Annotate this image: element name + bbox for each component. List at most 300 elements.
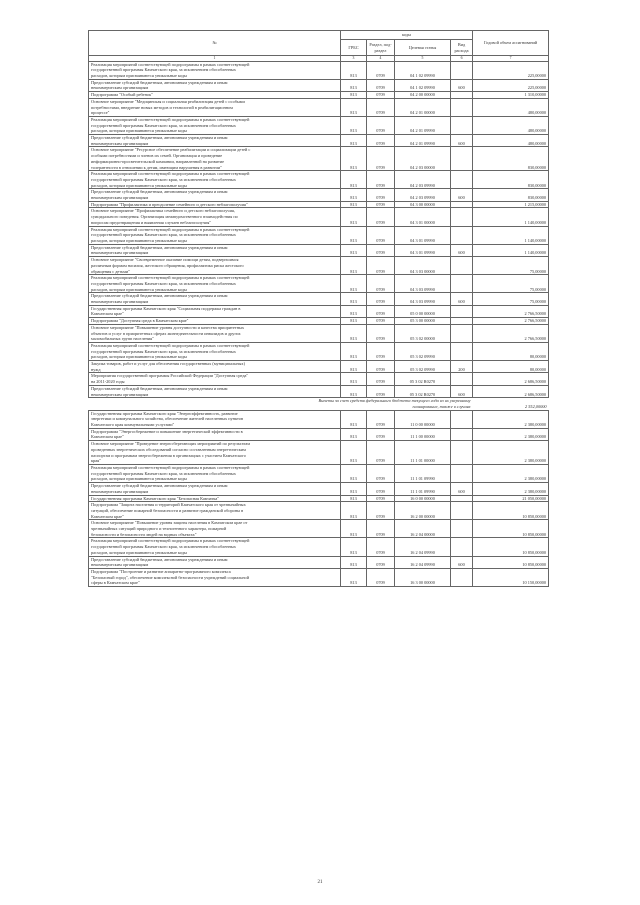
table-row <box>89 61 549 79</box>
table-row <box>89 568 549 586</box>
table-row <box>89 556 549 568</box>
column-index: 4 <box>367 56 395 62</box>
cell-razdel: 0709 <box>367 318 395 325</box>
description-line: толерантности в отношении к детям, имеющим нарушения в развитии" <box>91 164 222 170</box>
cell-grbs: 813 <box>341 226 367 244</box>
row-description <box>89 465 341 483</box>
cell-expense-type: 600 <box>451 385 473 397</box>
cell-razdel: 0709 <box>367 428 395 440</box>
cell-grbs: 813 <box>341 61 367 79</box>
cell-razdel: 0709 <box>367 342 395 360</box>
description-line: некоммерческим организациям <box>91 562 149 568</box>
cell-expense-type: 600 <box>451 189 473 201</box>
row-description <box>89 361 341 373</box>
description-line: Реализация мероприятий соответствующей подпрограммы в рамках соответствующей <box>91 275 250 281</box>
cell-expense-type: 600 <box>451 79 473 91</box>
cell-annual-volume: 2 380,00000 <box>473 441 549 465</box>
table-row <box>89 483 549 495</box>
header-annual-volume: Годовой объем ассигнований <box>473 31 549 56</box>
row-description <box>89 342 341 360</box>
cell-grbs: 813 <box>341 342 367 360</box>
header-number: № <box>89 31 341 56</box>
note-row <box>89 398 549 410</box>
cell-razdel: 0709 <box>367 189 395 201</box>
description-line: особыми потребностями и членов их семей. Организация и проведение <box>91 153 223 159</box>
cell-razdel: 0709 <box>367 135 395 147</box>
cell-expense-type <box>451 98 473 116</box>
cell-expense-type <box>451 324 473 342</box>
column-index: 7 <box>473 56 549 62</box>
description-line: вопросам предотвращения и выявления случаев неблагополучия" <box>91 219 212 225</box>
cell-expense-type <box>451 538 473 556</box>
description-line: Государственная программа Камчатского края "Энергоэффективность, развитие <box>91 410 238 416</box>
description-line: расходов, которым присваиваются уникальные коды <box>91 182 187 188</box>
cell-grbs: 813 <box>341 116 367 134</box>
table-row <box>89 373 549 385</box>
description-line: Камчатском крае" <box>91 434 124 440</box>
cell-annual-volume: 10 150,00000 <box>473 568 549 586</box>
description-line: государственной программы Камчатского края, за исключением обособленных <box>91 176 236 182</box>
description-line: "Безопасный город", обеспечение комплексной безопасности учреждений социальной <box>91 574 249 580</box>
cell-expense-type <box>451 171 473 189</box>
description-line: некоммерческим организациям <box>91 299 149 305</box>
cell-razdel: 0709 <box>367 410 395 428</box>
cell-grbs: 813 <box>341 428 367 440</box>
description-line: некоммерческим организациям <box>91 250 149 256</box>
cell-expense-type <box>451 495 473 502</box>
description-line: некоммерческим организациям <box>91 140 149 146</box>
cell-expense-type <box>451 568 473 586</box>
cell-razdel: 0709 <box>367 520 395 538</box>
table-row <box>89 201 549 208</box>
table-row <box>89 275 549 293</box>
cell-target-article: 04 3 03 00000 <box>395 257 451 275</box>
description-line: государственной программы Камчатского края, за исключением обособленных <box>91 122 236 128</box>
description-line: расходов, которым присваиваются уникальные коды <box>91 354 187 360</box>
description-line: объектов и услуг в приоритетных сферах жизнедеятельности инвалидов и других <box>91 330 241 336</box>
description-line: некоммерческим организациям <box>91 391 149 397</box>
cell-razdel: 0709 <box>367 61 395 79</box>
description-line: информационно-просветительской кампании, направленной на развитие <box>91 158 225 164</box>
cell-grbs: 813 <box>341 502 367 520</box>
cell-target-article: 04 2 03 00000 <box>395 147 451 171</box>
cell-annual-volume: 1 310,00000 <box>473 92 549 99</box>
cell-grbs: 813 <box>341 189 367 201</box>
cell-razdel: 0709 <box>367 257 395 275</box>
cell-razdel: 0709 <box>367 556 395 568</box>
description-line: безопасности и безопасности людей на водных объектах" <box>91 531 197 537</box>
cell-target-article: 11 1 01 09990 <box>395 483 451 495</box>
cell-razdel: 0709 <box>367 465 395 483</box>
description-line: Предоставление субсидий бюджетным, автономным учреждениям и иным <box>91 556 228 562</box>
row-description <box>89 61 341 79</box>
description-line: Основное мероприятие "Повышение уровня защиты населения в Камчатском крае от <box>91 520 248 526</box>
table-row <box>89 318 549 325</box>
row-description <box>89 293 341 305</box>
cell-annual-volume: 830,00000 <box>473 147 549 171</box>
cell-grbs: 813 <box>341 171 367 189</box>
row-description <box>89 318 341 325</box>
row-description <box>89 556 341 568</box>
description-line: Подпрограмма "Защита населения и территорий Камчатского края от чрезвычайных <box>91 502 246 508</box>
page-number: 21 <box>317 880 323 885</box>
cell-target-article: 04 3 03 09990 <box>395 293 451 305</box>
description-line: Основное мероприятие "Проведение энергосберегающих мероприятий по результатам <box>91 441 250 447</box>
table-row <box>89 226 549 244</box>
description-line: различным формам насилия, жестокого обращения, профилактика риска жестокого <box>91 262 244 268</box>
cell-target-article: 04 3 01 09990 <box>395 226 451 244</box>
cell-target-article: 16 0 00 00000 <box>395 495 451 502</box>
cell-annual-volume: 830,00000 <box>473 189 549 201</box>
description-line: на 2011-2020 годы <box>91 379 125 385</box>
cell-grbs: 813 <box>341 135 367 147</box>
cell-expense-type <box>451 226 473 244</box>
cell-expense-type <box>451 410 473 428</box>
description-line: обращения с детьми" <box>91 268 130 274</box>
cell-razdel: 0709 <box>367 201 395 208</box>
cell-annual-volume: 2 686,50000 <box>473 373 549 385</box>
column-index: 1 <box>89 56 341 62</box>
table-row <box>89 520 549 538</box>
cell-expense-type <box>451 275 473 293</box>
cell-target-article: 16 2 00 00000 <box>395 502 451 520</box>
table-row <box>89 428 549 440</box>
cell-annual-volume: 830,00000 <box>473 171 549 189</box>
description-line: Предоставление субсидий бюджетным, автономным учреждениям и иным <box>91 483 228 489</box>
cell-expense-type <box>451 61 473 79</box>
description-line: расходов, которым присваиваются уникальные коды <box>91 549 187 555</box>
description-line: государственной программы Камчатского края, за исключением обособленных <box>91 544 236 550</box>
cell-expense-type <box>451 116 473 134</box>
row-description <box>89 171 341 189</box>
cell-grbs: 813 <box>341 98 367 116</box>
description-line: некоммерческим организациям <box>91 85 149 91</box>
table-row <box>89 361 549 373</box>
cell-razdel: 0709 <box>367 441 395 465</box>
description-line: чрезвычайных ситуаций природного и техногенного характера, пожарной <box>91 526 227 532</box>
row-description <box>89 428 341 440</box>
table-row <box>89 324 549 342</box>
cell-grbs: 813 <box>341 520 367 538</box>
row-description <box>89 226 341 244</box>
cell-grbs: 813 <box>341 495 367 502</box>
description-line: нужд <box>91 366 101 372</box>
header-grbs: ГРБС <box>341 40 367 56</box>
header-codes: коды <box>341 31 473 40</box>
table-row <box>89 495 549 502</box>
description-line: государственной программы Камчатского края, за исключением обособленных <box>91 470 236 476</box>
cell-expense-type <box>451 201 473 208</box>
description-line: Государственная программа Камчатского края "Безопасная Камчатка" <box>91 495 220 501</box>
cell-grbs: 813 <box>341 568 367 586</box>
cell-target-article: 04 2 01 09990 <box>395 135 451 147</box>
cell-expense-type: 600 <box>451 483 473 495</box>
row-description <box>89 79 341 91</box>
description-line: Основное мероприятие "Профилактика семейного и детского неблагополучия, <box>91 208 235 214</box>
description-line: Основное мероприятие "Медицинская и социальная реабилитация детей с особыми <box>91 98 245 104</box>
cell-grbs: 813 <box>341 147 367 171</box>
header-razdel: Раздел, под-раздел <box>367 40 395 56</box>
cell-grbs: 813 <box>341 361 367 373</box>
cell-expense-type <box>451 92 473 99</box>
description-line: расходов, которым присваиваются уникальные коды <box>91 73 187 78</box>
table-row <box>89 92 549 99</box>
table-row <box>89 135 549 147</box>
cell-grbs: 813 <box>341 324 367 342</box>
header-expense-type: Вид расхода <box>451 40 473 56</box>
note-line: планирование, также в случаях <box>412 403 471 409</box>
cell-grbs: 813 <box>341 293 367 305</box>
cell-razdel: 0709 <box>367 483 395 495</box>
cell-expense-type <box>451 147 473 171</box>
cell-razdel: 0709 <box>367 147 395 171</box>
description-line: Подпрограмма "Построение и развитие аппаратно-программного комплекса <box>91 568 231 574</box>
cell-grbs: 813 <box>341 208 367 226</box>
table-row <box>89 79 549 91</box>
cell-annual-volume: 2 380,00000 <box>473 465 549 483</box>
description-line: государственной программы Камчатского края, за исключением обособленных <box>91 348 236 354</box>
cell-razdel: 0709 <box>367 502 395 520</box>
cell-annual-volume: 480,00000 <box>473 116 549 134</box>
table-row <box>89 147 549 171</box>
row-description <box>89 441 341 465</box>
cell-annual-volume: 75,00000 <box>473 293 549 305</box>
cell-annual-volume: 1 215,00000 <box>473 201 549 208</box>
description-line: Закупка товаров, работ и услуг для обеспечения государственных (муниципальных) <box>91 361 245 367</box>
description-line: Реализация мероприятий соответствующей подпрограммы в рамках соответствующей <box>91 116 250 122</box>
note-line: Вычеты за счет средств федерального бюджета текущего года из их уверенному <box>318 398 471 404</box>
row-description <box>89 305 341 317</box>
cell-target-article: 05 0 00 00000 <box>395 305 451 317</box>
cell-grbs: 813 <box>341 465 367 483</box>
cell-annual-volume: 75,00000 <box>473 257 549 275</box>
cell-expense-type <box>451 502 473 520</box>
description-line: паспортам и программам энергосбережения в организациях с участием Камчатского <box>91 452 246 458</box>
description-line: маломобильных групп населения" <box>91 336 154 342</box>
cell-grbs: 813 <box>341 556 367 568</box>
description-line: Реализация мероприятий соответствующей подпрограммы в рамках соответствующей <box>91 538 250 544</box>
note-text <box>89 398 473 410</box>
description-line: края" <box>91 458 101 464</box>
description-line: Предоставление субсидий бюджетным, автономным учреждениям и иным <box>91 385 228 391</box>
cell-target-article: 16 2 04 00000 <box>395 520 451 538</box>
cell-annual-volume: 10 850,00000 <box>473 556 549 568</box>
table-row <box>89 538 549 556</box>
row-description <box>89 208 341 226</box>
table-row <box>89 171 549 189</box>
cell-target-article: 11 1 01 00000 <box>395 441 451 465</box>
table-header <box>89 31 549 62</box>
cell-grbs: 813 <box>341 373 367 385</box>
row-description <box>89 275 341 293</box>
description-line: государственной программы Камчатского края, за исключением обособленных <box>91 67 236 73</box>
cell-annual-volume: 10 850,00000 <box>473 538 549 556</box>
cell-razdel: 0709 <box>367 293 395 305</box>
cell-razdel: 0709 <box>367 92 395 99</box>
cell-expense-type: 600 <box>451 293 473 305</box>
row-description <box>89 201 341 208</box>
table-row <box>89 257 549 275</box>
cell-annual-volume: 480,00000 <box>473 135 549 147</box>
cell-annual-volume: 2 766,50000 <box>473 318 549 325</box>
table-row <box>89 502 549 520</box>
cell-annual-volume: 21 050,00000 <box>473 495 549 502</box>
cell-target-article: 04 2 03 09990 <box>395 189 451 201</box>
note-sum: 2 552,00000 <box>525 403 547 409</box>
table-row <box>89 305 549 317</box>
description-line: Мероприятия государственной программы Российской Федерации "Доступная среда" <box>91 373 249 379</box>
cell-razdel: 0709 <box>367 116 395 134</box>
cell-razdel: 0709 <box>367 275 395 293</box>
description-line: сферы в Камчатском крае" <box>91 580 140 586</box>
column-index: 3 <box>341 56 367 62</box>
cell-razdel: 0709 <box>367 79 395 91</box>
row-description <box>89 147 341 171</box>
cell-razdel: 0709 <box>367 538 395 556</box>
description-line: энергетики и коммунального хозяйства, обеспечение жителей населенных пунктов <box>91 416 243 422</box>
table-row <box>89 465 549 483</box>
cell-annual-volume: 1 140,00000 <box>473 208 549 226</box>
table-row <box>89 293 549 305</box>
cell-annual-volume: 2 686,50000 <box>473 385 549 397</box>
cell-target-article: 05 3 00 00000 <box>395 318 451 325</box>
row-description <box>89 92 341 99</box>
description-line: Государственная программа Камчатского края "Социальная поддержка граждан в <box>91 305 241 311</box>
cell-expense-type <box>451 428 473 440</box>
column-index: 6 <box>451 56 473 62</box>
cell-target-article: 16 2 04 09990 <box>395 556 451 568</box>
cell-annual-volume: 225,00000 <box>473 79 549 91</box>
row-description <box>89 495 341 502</box>
description-line: некоммерческим организациям <box>91 195 149 201</box>
description-line: Основное мероприятие "Повышение уровня доступности и качества приоритетных <box>91 324 245 330</box>
cell-target-article: 11 1 00 00000 <box>395 428 451 440</box>
cell-grbs: 813 <box>341 305 367 317</box>
cell-grbs: 813 <box>341 79 367 91</box>
cell-annual-volume: 1 140,00000 <box>473 226 549 244</box>
description-line: Реализация мероприятий соответствующей подпрограммы в рамках соответствующей <box>91 342 250 348</box>
description-line: Подпрограмма "Особый ребенок" <box>91 92 153 98</box>
row-description <box>89 483 341 495</box>
cell-target-article: 05 3 02 00000 <box>395 324 451 342</box>
cell-grbs: 813 <box>341 483 367 495</box>
cell-target-article: 04 1 02 09990 <box>395 61 451 79</box>
cell-razdel: 0709 <box>367 226 395 244</box>
row-description <box>89 135 341 147</box>
cell-target-article: 05 3 02 R0270 <box>395 385 451 397</box>
cell-annual-volume: 2 380,00000 <box>473 483 549 495</box>
cell-annual-volume: 75,00000 <box>473 275 549 293</box>
row-description <box>89 116 341 134</box>
table-body <box>89 61 549 586</box>
cell-expense-type <box>451 342 473 360</box>
column-index: 5 <box>395 56 451 62</box>
description-line: Реализация мероприятий соответствующей подпрограммы в рамках соответствующей <box>91 465 250 470</box>
cell-razdel: 0709 <box>367 244 395 256</box>
cell-grbs: 813 <box>341 275 367 293</box>
description-line: Реализация мероприятий соответствующей подпрограммы в рамках соответствующей <box>91 171 250 177</box>
table-row <box>89 441 549 465</box>
description-line: Предоставление субсидий бюджетным, автономным учреждениям и иным <box>91 135 228 141</box>
cell-target-article: 04 2 01 00000 <box>395 98 451 116</box>
description-line: потребностями, внедрение новых методов и технологий в реабилитационном <box>91 104 233 110</box>
description-line: Предоставление субсидий бюджетным, автономным учреждениям и иным <box>91 79 228 85</box>
cell-expense-type <box>451 373 473 385</box>
cell-target-article: 04 2 00 00000 <box>395 92 451 99</box>
table-row <box>89 208 549 226</box>
row-description <box>89 410 341 428</box>
cell-grbs: 813 <box>341 410 367 428</box>
cell-annual-volume: 225,00000 <box>473 61 549 79</box>
cell-annual-volume: 80,00000 <box>473 361 549 373</box>
cell-expense-type <box>451 520 473 538</box>
row-description <box>89 502 341 520</box>
description-line: Основное мероприятие "Ресурсное обеспечение реабилитации и социализации детей с <box>91 147 251 153</box>
cell-target-article: 04 1 02 09990 <box>395 79 451 91</box>
description-line: расходов, которым присваиваются уникальные коды <box>91 237 187 243</box>
cell-annual-volume: 2 380,00000 <box>473 410 549 428</box>
cell-razdel: 0709 <box>367 361 395 373</box>
row-description <box>89 538 341 556</box>
cell-annual-volume: 10 850,00000 <box>473 502 549 520</box>
description-line: Основное мероприятие "Своевременное оказание помощи детям, подвергшимся <box>91 257 239 263</box>
description-line: расходов, которым присваиваются уникальные коды <box>91 128 187 134</box>
row-description <box>89 324 341 342</box>
cell-razdel: 0709 <box>367 324 395 342</box>
description-line: суицидального поведения. Организация межведомственного взаимодействия по <box>91 214 238 220</box>
cell-target-article: 16 2 04 09990 <box>395 538 451 556</box>
header-target-article: Целевая статья <box>395 40 451 56</box>
cell-grbs: 813 <box>341 257 367 275</box>
cell-target-article: 04 3 03 09990 <box>395 275 451 293</box>
cell-target-article: 05 3 02 09990 <box>395 361 451 373</box>
description-line: государственной программы Камчатского края, за исключением обособленных <box>91 280 236 286</box>
table-row <box>89 385 549 397</box>
row-description <box>89 568 341 586</box>
description-line: Камчатском крае" <box>91 513 124 519</box>
cell-grbs: 813 <box>341 318 367 325</box>
cell-expense-type: 600 <box>451 135 473 147</box>
description-line: Предоставление субсидий бюджетным, автономным учреждениям и иным <box>91 293 228 299</box>
cell-target-article: 04 2 03 09990 <box>395 171 451 189</box>
cell-target-article: 04 2 01 09990 <box>395 116 451 134</box>
row-description <box>89 244 341 256</box>
cell-target-article: 04 3 01 00000 <box>395 208 451 226</box>
cell-razdel: 0709 <box>367 171 395 189</box>
cell-razdel: 0709 <box>367 305 395 317</box>
cell-annual-volume: 480,00000 <box>473 98 549 116</box>
description-line: ситуаций, обеспечение пожарной безопасности и развитие гражданской обороны в <box>91 507 244 513</box>
cell-expense-type <box>451 257 473 275</box>
table-row <box>89 116 549 134</box>
budget-table <box>88 30 549 587</box>
description-line: Подпрограмма "Энергосбережение и повышение энергетической эффективности в <box>91 428 243 434</box>
cell-expense-type <box>451 318 473 325</box>
cell-grbs: 813 <box>341 244 367 256</box>
cell-razdel: 0709 <box>367 98 395 116</box>
row-description <box>89 520 341 538</box>
cell-target-article: 05 3 02 R0270 <box>395 373 451 385</box>
cell-target-article: 11 0 00 00000 <box>395 410 451 428</box>
cell-razdel: 0709 <box>367 208 395 226</box>
row-description <box>89 189 341 201</box>
cell-annual-volume: 2 766,50000 <box>473 324 549 342</box>
cell-annual-volume: 2 766,50000 <box>473 305 549 317</box>
table-row <box>89 98 549 116</box>
cell-razdel: 0709 <box>367 568 395 586</box>
cell-expense-type <box>451 441 473 465</box>
cell-grbs: 813 <box>341 538 367 556</box>
